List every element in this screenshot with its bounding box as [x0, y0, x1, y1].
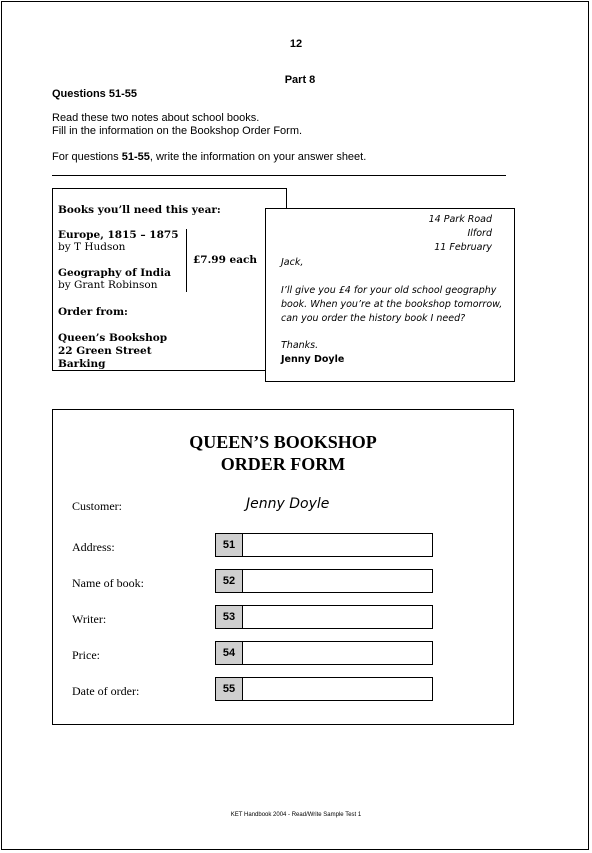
shop-town: Barking [58, 358, 106, 370]
book-list-heading: Books you’ll need this year: [58, 204, 221, 216]
instruction-question-range: 51-55 [121, 151, 150, 163]
questions-title: Questions 51-55 [52, 88, 137, 100]
order-from-heading: Order from: [58, 306, 128, 318]
page-number: 12 [289, 38, 303, 50]
divider-line [52, 175, 506, 176]
order-date-label: Date of order: [72, 684, 140, 698]
instruction-prefix: For questions [52, 151, 122, 163]
price-answer-field[interactable] [215, 641, 433, 665]
writer-label: Writer: [72, 612, 107, 626]
order-date-answer-field[interactable] [215, 677, 433, 701]
question-number-53: 53 [216, 606, 243, 628]
instruction-line-1: Read these two notes about school books. [52, 112, 260, 124]
form-title-line2: ORDER FORM [220, 454, 346, 474]
letter-body-line1: I’ll give you £4 for your old school geography [281, 285, 497, 296]
letter-salutation: Jack, [281, 257, 304, 268]
instruction-line-2: Fill in the information on the Bookshop Order Form. [52, 125, 303, 137]
page-footer: KET Handbook 2004 - Read/Write Sample Test 1 [230, 812, 362, 818]
question-number-54: 54 [216, 642, 243, 664]
letter-signature: Jenny Doyle [281, 354, 345, 365]
note-divider [186, 229, 187, 292]
letter-note [265, 208, 515, 382]
question-number-51: 51 [216, 534, 243, 556]
order-form [52, 409, 514, 725]
letter-closing: Thanks. [281, 340, 319, 351]
shop-name: Queen’s Bookshop [58, 332, 168, 344]
instruction-line-3 [52, 151, 366, 163]
letter-address-line2: Ilford [467, 228, 492, 239]
instruction-suffix: , write the information on your answer sheet. [149, 151, 367, 163]
book-name-label: Name of book: [72, 576, 144, 590]
book2-author: by Grant Robinson [58, 279, 158, 291]
letter-body-line3: can you order the history book I need? [281, 313, 466, 324]
address-label: Address: [72, 540, 115, 554]
book-price: £7.99 each [193, 254, 258, 266]
writer-answer-field[interactable] [215, 605, 433, 629]
part-title: Part 8 [284, 74, 316, 86]
shop-street: 22 Green Street [58, 345, 152, 357]
book1-title: Europe, 1815 – 1875 [58, 229, 179, 241]
question-number-55: 55 [216, 678, 243, 700]
letter-date: 11 February [434, 242, 492, 253]
letter-address-line1: 14 Park Road [428, 214, 492, 225]
book-list-note [52, 188, 287, 371]
address-answer-field[interactable] [215, 533, 433, 557]
book1-author: by T Hudson [58, 241, 126, 253]
letter-body-line2: book. When you’re at the bookshop tomorrow, [281, 299, 503, 310]
book-name-answer-field[interactable] [215, 569, 433, 593]
question-number-52: 52 [216, 570, 243, 592]
price-label: Price: [72, 648, 100, 662]
customer-label: Customer: [72, 499, 122, 513]
form-title-line1: QUEEN’S BOOKSHOP [189, 432, 377, 452]
book2-title: Geography of India [58, 267, 171, 279]
customer-value: Jenny Doyle [246, 496, 330, 512]
